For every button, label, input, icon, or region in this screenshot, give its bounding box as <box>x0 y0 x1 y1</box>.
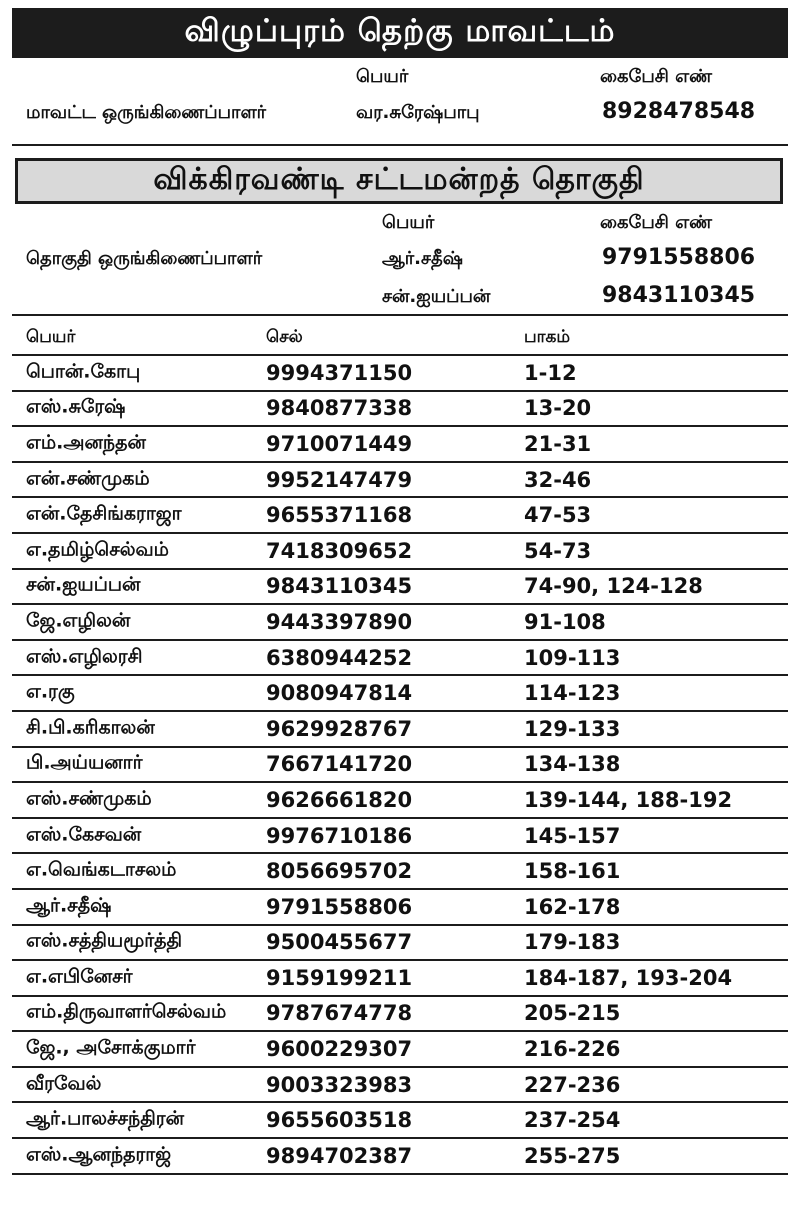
table-row <box>12 354 788 390</box>
table-body <box>12 354 788 1173</box>
header-cell: செல் <box>266 327 303 347</box>
row-part: 255-275 <box>524 1143 621 1168</box>
district-name-header: பெயர் <box>356 66 409 87</box>
constituency-title: விக்கிரவண்டி சட்டமன்றத் தொகுதி <box>153 161 645 197</box>
row-part: 1-12 <box>524 360 577 385</box>
table-row <box>12 1066 788 1102</box>
district-title: விழுப்புரம் தெற்கு மாவட்டம் <box>184 13 616 49</box>
row-cell: 9655371168 <box>266 503 413 528</box>
row-cell: 9952147479 <box>266 467 413 492</box>
constituency-name-header: பெயர் <box>382 212 435 233</box>
row-cell: 9791558806 <box>266 894 413 919</box>
row-cell: 9159199211 <box>266 965 413 990</box>
row-name: எஸ்.சுரேஷ் <box>26 395 126 418</box>
constituency-coordinator-2-phone: 9843110345 <box>602 283 756 308</box>
row-name: எ.வெங்கடாசலம் <box>26 858 177 881</box>
row-part: 162-178 <box>524 894 621 919</box>
constituency-title-banner <box>15 158 783 204</box>
row-cell: 9443397890 <box>266 609 413 634</box>
table-bottom-rule <box>12 1173 788 1175</box>
row-name: ஆர்.சதீஷ் <box>26 894 112 917</box>
row-name: பொன்.கோபு <box>26 360 141 383</box>
row-cell: 8056695702 <box>266 859 413 884</box>
row-cell: 6380944252 <box>266 645 413 670</box>
row-part: 237-254 <box>524 1108 621 1133</box>
table-header-row <box>12 322 788 354</box>
row-part: 32-46 <box>524 467 592 492</box>
table-row <box>12 852 788 888</box>
table-row <box>12 496 788 532</box>
table-row <box>12 888 788 924</box>
table-row <box>12 568 788 604</box>
row-part: 91-108 <box>524 609 606 634</box>
row-part: 129-133 <box>524 716 621 741</box>
row-part: 179-183 <box>524 930 621 955</box>
row-cell: 9843110345 <box>266 574 413 599</box>
table-row <box>12 603 788 639</box>
table-row <box>12 959 788 995</box>
row-name: பி.அய்யனார் <box>26 751 143 774</box>
table-row <box>12 674 788 710</box>
row-name: எம்.அனந்தன் <box>26 431 146 454</box>
header-name: பெயர் <box>26 327 76 347</box>
row-name: ஜே., அசோக்குமார் <box>26 1036 196 1059</box>
row-cell: 9655603518 <box>266 1108 413 1133</box>
row-part: 139-144, 188-192 <box>524 787 733 812</box>
row-part: 13-20 <box>524 396 592 421</box>
row-part: 205-215 <box>524 1001 621 1026</box>
table-row <box>12 924 788 960</box>
table-row <box>12 390 788 426</box>
table-row <box>12 1101 788 1137</box>
table-top-rule <box>12 314 788 316</box>
district-coordinator-phone: 8928478548 <box>602 99 756 124</box>
constituency-role: தொகுதி ஒருங்கிணைப்பாளர் <box>26 248 263 269</box>
district-title-banner <box>12 8 788 58</box>
table-row <box>12 532 788 568</box>
row-cell: 7667141720 <box>266 752 413 777</box>
constituency-phone-header: கைபேசி எண் <box>600 212 713 233</box>
row-cell: 9600229307 <box>266 1037 413 1062</box>
row-name: எ.ரகு <box>26 680 75 703</box>
table-row <box>12 710 788 746</box>
district-phone-header: கைபேசி எண் <box>600 66 713 87</box>
row-part: 114-123 <box>524 681 621 706</box>
row-name: எ.எபினேசர் <box>26 965 133 988</box>
row-name: சி.பி.கரிகாலன் <box>26 716 155 739</box>
row-cell: 7418309652 <box>266 538 413 563</box>
row-name: எம்.திருவாளர்செல்வம் <box>26 1000 227 1023</box>
table-row <box>12 746 788 782</box>
row-part: 216-226 <box>524 1037 621 1062</box>
row-name: ஜே.எழிலன் <box>26 609 131 632</box>
row-cell: 9840877338 <box>266 396 413 421</box>
row-name: வீரவேல் <box>26 1072 102 1095</box>
row-name: எஸ்.கேசவன் <box>26 823 142 846</box>
row-name: சன்.ஐயப்பன் <box>26 573 141 596</box>
row-part: 158-161 <box>524 859 621 884</box>
table-row <box>12 639 788 675</box>
row-cell: 9080947814 <box>266 681 413 706</box>
row-name: ஆர்.பாலச்சந்திரன் <box>26 1107 185 1130</box>
row-part: 54-73 <box>524 538 592 563</box>
constituency-coordinator-1-phone: 9791558806 <box>602 245 756 270</box>
row-cell: 9787674778 <box>266 1001 413 1026</box>
row-name: என்.சண்முகம் <box>26 467 150 490</box>
row-name: என்.தேசிங்கராஜா <box>26 502 182 525</box>
section-divider <box>12 144 788 146</box>
table-row <box>12 1137 788 1173</box>
row-cell: 9994371150 <box>266 360 413 385</box>
row-name: எஸ்.சண்முகம் <box>26 787 152 810</box>
row-part: 145-157 <box>524 823 621 848</box>
table-row <box>12 425 788 461</box>
table-row <box>12 995 788 1031</box>
row-part: 134-138 <box>524 752 621 777</box>
row-cell: 9003323983 <box>266 1072 413 1097</box>
row-name: எ.தமிழ்செல்வம் <box>26 538 169 561</box>
table-row <box>12 1030 788 1066</box>
row-part: 109-113 <box>524 645 621 670</box>
constituency-coordinator-1-name: ஆர்.சதீஷ் <box>382 248 463 269</box>
header-part: பாகம் <box>524 327 571 347</box>
row-name: எஸ்.சத்தியமூர்த்தி <box>26 929 183 952</box>
row-cell: 9710071449 <box>266 431 413 456</box>
row-part: 21-31 <box>524 431 592 456</box>
row-part: 47-53 <box>524 503 592 528</box>
row-cell: 9626661820 <box>266 787 413 812</box>
constituency-coordinator-2-name: சன்.ஐயப்பன் <box>382 286 491 307</box>
row-cell: 9629928767 <box>266 716 413 741</box>
document-page <box>12 8 788 1201</box>
row-cell: 9976710186 <box>266 823 413 848</box>
row-part: 74-90, 124-128 <box>524 574 703 599</box>
row-cell: 9500455677 <box>266 930 413 955</box>
row-name: எஸ்.எழிலரசி <box>26 645 143 668</box>
row-part: 227-236 <box>524 1072 621 1097</box>
table-row <box>12 817 788 853</box>
booth-table <box>12 322 788 1175</box>
district-coordinator-name: வர.சுரேஷ்பாபு <box>356 102 480 123</box>
district-role: மாவட்ட ஒருங்கிணைப்பாளர் <box>26 102 267 123</box>
row-cell: 9894702387 <box>266 1143 413 1168</box>
table-row <box>12 781 788 817</box>
row-part: 184-187, 193-204 <box>524 965 733 990</box>
table-row <box>12 461 788 497</box>
row-name: எஸ்.ஆனந்தராஜ் <box>26 1143 172 1166</box>
